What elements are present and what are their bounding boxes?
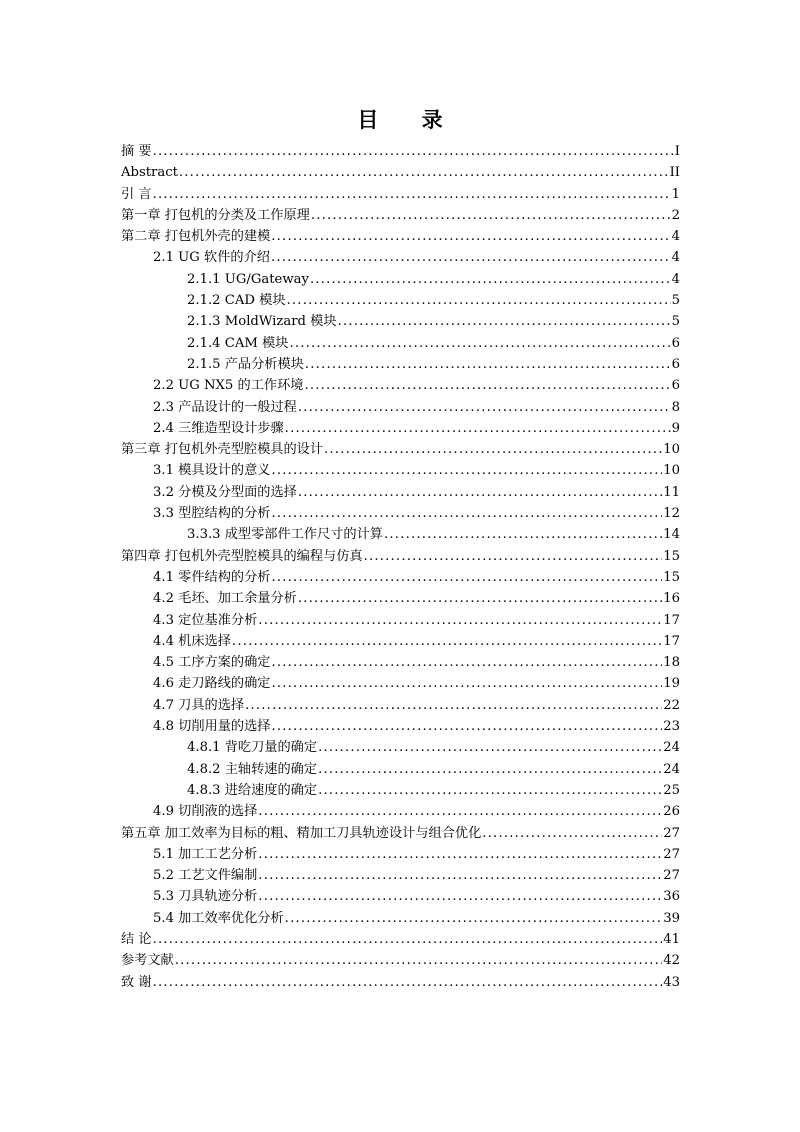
toc-entry-page: 24 — [663, 761, 680, 777]
toc-entry-page: 17 — [663, 612, 680, 628]
toc-leader-dots — [153, 141, 674, 162]
toc-entry-page: 23 — [663, 719, 680, 735]
toc-entry-label: 第五章 加工效率为目标的粗、精加工刀具轨迹设计与组合优化 — [121, 825, 482, 841]
toc-entry-label: 第一章 打包机的分类及工作原理 — [121, 207, 310, 223]
toc-entry[interactable] — [121, 759, 680, 780]
toc-leader-dots — [232, 631, 662, 652]
toc-entry-page: 2 — [671, 207, 680, 223]
toc-entry[interactable] — [121, 929, 680, 950]
toc-entry-page: 16 — [663, 591, 680, 607]
toc-entry-page: 5 — [671, 314, 680, 330]
toc-entry[interactable] — [121, 673, 680, 694]
toc-entry-label: 4.8.1 背吃刀量的确定 — [187, 740, 318, 756]
toc-entry-label: 4.8 切削用量的选择 — [153, 719, 271, 735]
toc-leader-dots — [384, 524, 662, 545]
toc-entry-label: 3.3.3 成型零部件工作尺寸的计算 — [187, 527, 383, 543]
toc-entry-label: 摘 要 — [121, 144, 152, 159]
page-title: 目 录 — [357, 108, 461, 132]
toc-entry-label: 2.1.5 产品分析模块 — [187, 356, 304, 372]
toc-entry-label: 4.1 零件结构的分析 — [153, 569, 271, 585]
toc-entry-page: 15 — [663, 569, 680, 585]
toc-entry-label: 5.4 加工效率优化分析 — [153, 910, 284, 926]
toc-entry-label: 结 论 — [121, 931, 152, 947]
toc-entry-label: 4.5 工序方案的确定 — [153, 655, 271, 671]
table-of-contents — [121, 141, 680, 993]
toc-entry-label: 4.4 机床选择 — [153, 633, 231, 649]
toc-leader-dots — [258, 801, 662, 822]
toc-entry-label: 引 言 — [121, 186, 152, 202]
toc-leader-dots — [285, 908, 663, 929]
toc-entry[interactable] — [121, 162, 680, 183]
toc-entry-page: 14 — [663, 527, 680, 543]
toc-leader-dots — [258, 610, 662, 631]
toc-entry-label: 4.8.3 进给速度的确定 — [187, 782, 318, 798]
toc-leader-dots — [153, 972, 663, 993]
toc-entry-page: 9 — [671, 420, 680, 436]
toc-entry[interactable] — [121, 311, 680, 332]
toc-leader-dots — [258, 844, 662, 865]
toc-entry-label: 5.1 加工工艺分析 — [153, 846, 258, 862]
toc-entry[interactable] — [121, 397, 680, 418]
toc-entry[interactable] — [121, 631, 680, 652]
toc-leader-dots — [305, 354, 671, 375]
toc-entry-label: 2.1.3 MoldWizard 模块 — [187, 314, 337, 330]
toc-entry-label: 4.9 切削液的选择 — [153, 804, 258, 820]
toc-entry-page: 25 — [663, 782, 680, 798]
toc-entry[interactable] — [121, 290, 680, 311]
toc-entry[interactable] — [121, 610, 680, 631]
toc-entry[interactable] — [121, 652, 680, 673]
toc-entry-page: 36 — [663, 889, 680, 905]
toc-entry[interactable] — [121, 333, 680, 354]
toc-entry-page: 10 — [663, 442, 680, 458]
toc-entry-label: 第四章 打包机外壳型腔模具的编程与仿真 — [121, 548, 363, 564]
toc-entry-page: 6 — [671, 335, 680, 351]
toc-entry[interactable] — [121, 737, 680, 758]
toc-entry-page: 19 — [663, 676, 680, 692]
toc-entry-label: 3.2 分模及分型面的选择 — [153, 484, 297, 500]
toc-leader-dots — [271, 247, 671, 268]
toc-leader-dots — [285, 418, 671, 439]
toc-entry[interactable] — [121, 375, 680, 396]
toc-leader-dots — [271, 226, 670, 247]
toc-entry-page: 39 — [663, 910, 680, 926]
toc-entry[interactable] — [121, 418, 680, 439]
toc-entry[interactable] — [121, 886, 680, 907]
toc-entry-page: 8 — [671, 399, 680, 415]
toc-entry[interactable] — [121, 588, 680, 609]
toc-entry-label: 2.1 UG 软件的介绍 — [153, 250, 270, 266]
toc-leader-dots — [271, 652, 662, 673]
toc-entry-page: 12 — [663, 506, 680, 522]
toc-entry-page: 10 — [663, 463, 680, 479]
toc-leader-dots — [482, 823, 662, 844]
toc-entry-page: II — [669, 165, 680, 181]
toc-entry-page: 5 — [671, 293, 680, 309]
toc-entry[interactable] — [121, 823, 680, 844]
toc-entry[interactable] — [121, 865, 680, 886]
toc-entry-page: 43 — [663, 974, 680, 990]
toc-entry-page: 27 — [663, 868, 680, 884]
toc-entry-label: 2.3 产品设计的一般过程 — [153, 399, 297, 415]
toc-entry-label: 第二章 打包机外壳的建模 — [121, 229, 271, 245]
toc-entry-label: 第三章 打包机外壳型腔模具的设计 — [121, 442, 324, 458]
toc-leader-dots — [258, 865, 662, 886]
toc-leader-dots — [175, 950, 662, 971]
toc-entry[interactable] — [121, 482, 680, 503]
toc-entry[interactable] — [121, 524, 680, 545]
toc-entry-label: 2.1.1 UG/Gateway — [187, 271, 309, 287]
toc-entry[interactable] — [121, 546, 680, 567]
toc-entry-page: I — [674, 144, 680, 159]
toc-entry-page: 4 — [671, 271, 680, 287]
toc-entry[interactable] — [121, 460, 680, 481]
toc-leader-dots — [245, 695, 662, 716]
toc-entry[interactable] — [121, 247, 680, 268]
toc-leader-dots — [318, 780, 662, 801]
toc-entry-page: 4 — [671, 250, 680, 266]
toc-leader-dots — [153, 184, 671, 205]
toc-leader-dots — [310, 269, 671, 290]
toc-entry-page: 27 — [663, 846, 680, 862]
toc-leader-dots — [318, 737, 662, 758]
toc-entry[interactable] — [121, 972, 680, 993]
toc-entry[interactable] — [121, 695, 680, 716]
toc-entry-page: 4 — [671, 229, 680, 245]
toc-entry-label: 5.3 刀具轨迹分析 — [153, 889, 258, 905]
toc-entry-page: 11 — [663, 484, 680, 500]
toc-entry[interactable] — [121, 269, 680, 290]
toc-entry-page: 6 — [671, 356, 680, 372]
toc-entry-page: 26 — [663, 804, 680, 820]
toc-entry-page: 24 — [663, 740, 680, 756]
toc-entry[interactable] — [121, 141, 680, 162]
toc-entry-page: 42 — [663, 953, 680, 969]
toc-entry-page: 27 — [663, 825, 680, 841]
toc-entry-page: 6 — [671, 378, 680, 394]
toc-entry-page: 1 — [671, 186, 680, 202]
toc-leader-dots — [271, 716, 662, 737]
toc-entry[interactable] — [121, 226, 680, 247]
toc-leader-dots — [271, 567, 662, 588]
toc-entry[interactable] — [121, 439, 680, 460]
toc-entry-page: 22 — [663, 697, 680, 713]
toc-leader-dots — [364, 546, 663, 567]
toc-entry[interactable] — [121, 567, 680, 588]
toc-leader-dots — [258, 886, 662, 907]
toc-entry[interactable] — [121, 801, 680, 822]
toc-entry-label: 4.8.2 主轴转速的确定 — [187, 761, 318, 777]
toc-entry[interactable] — [121, 716, 680, 737]
toc-entry-label: 参考文献 — [121, 953, 174, 969]
toc-entry-label: 3.3 型腔结构的分析 — [153, 506, 271, 522]
toc-entry[interactable] — [121, 780, 680, 801]
toc-leader-dots — [179, 162, 669, 183]
toc-entry-label: 5.2 工艺文件编制 — [153, 868, 258, 884]
toc-entry-label: 4.7 刀具的选择 — [153, 697, 245, 713]
toc-entry-page: 41 — [663, 931, 680, 947]
toc-leader-dots — [311, 205, 671, 226]
toc-leader-dots — [338, 311, 671, 332]
toc-leader-dots — [287, 290, 671, 311]
toc-entry-label: 4.6 走刀路线的确定 — [153, 676, 271, 692]
toc-entry[interactable] — [121, 184, 680, 205]
toc-leader-dots — [304, 375, 670, 396]
toc-entry[interactable] — [121, 503, 680, 524]
toc-entry-label: 4.2 毛坯、加工余量分析 — [153, 591, 297, 607]
toc-entry-page: 18 — [663, 655, 680, 671]
toc-leader-dots — [271, 503, 662, 524]
toc-entry-label: Abstract — [121, 165, 178, 181]
toc-entry[interactable] — [121, 844, 680, 865]
toc-entry-label: 4.3 定位基准分析 — [153, 612, 258, 628]
toc-entry-page: 15 — [663, 548, 680, 564]
toc-leader-dots — [298, 588, 662, 609]
toc-leader-dots — [318, 759, 662, 780]
toc-entry-label: 2.1.4 CAM 模块 — [187, 335, 289, 351]
toc-entry-label: 2.2 UG NX5 的工作环境 — [153, 378, 304, 394]
toc-leader-dots — [298, 482, 662, 503]
toc-entry-label: 2.1.2 CAD 模块 — [187, 293, 286, 309]
toc-entry[interactable] — [121, 205, 680, 226]
toc-leader-dots — [153, 929, 663, 950]
toc-entry-label: 3.1 模具设计的意义 — [153, 463, 271, 479]
toc-leader-dots — [324, 439, 662, 460]
toc-entry[interactable] — [121, 950, 680, 971]
toc-leader-dots — [271, 673, 662, 694]
toc-entry-label: 致 谢 — [121, 974, 152, 990]
toc-leader-dots — [271, 460, 662, 481]
toc-entry[interactable] — [121, 908, 680, 929]
toc-leader-dots — [298, 397, 671, 418]
toc-entry-page: 17 — [663, 633, 680, 649]
toc-entry[interactable] — [121, 354, 680, 375]
toc-leader-dots — [289, 333, 670, 354]
toc-entry-label: 2.4 三维造型设计步骤 — [153, 420, 284, 436]
